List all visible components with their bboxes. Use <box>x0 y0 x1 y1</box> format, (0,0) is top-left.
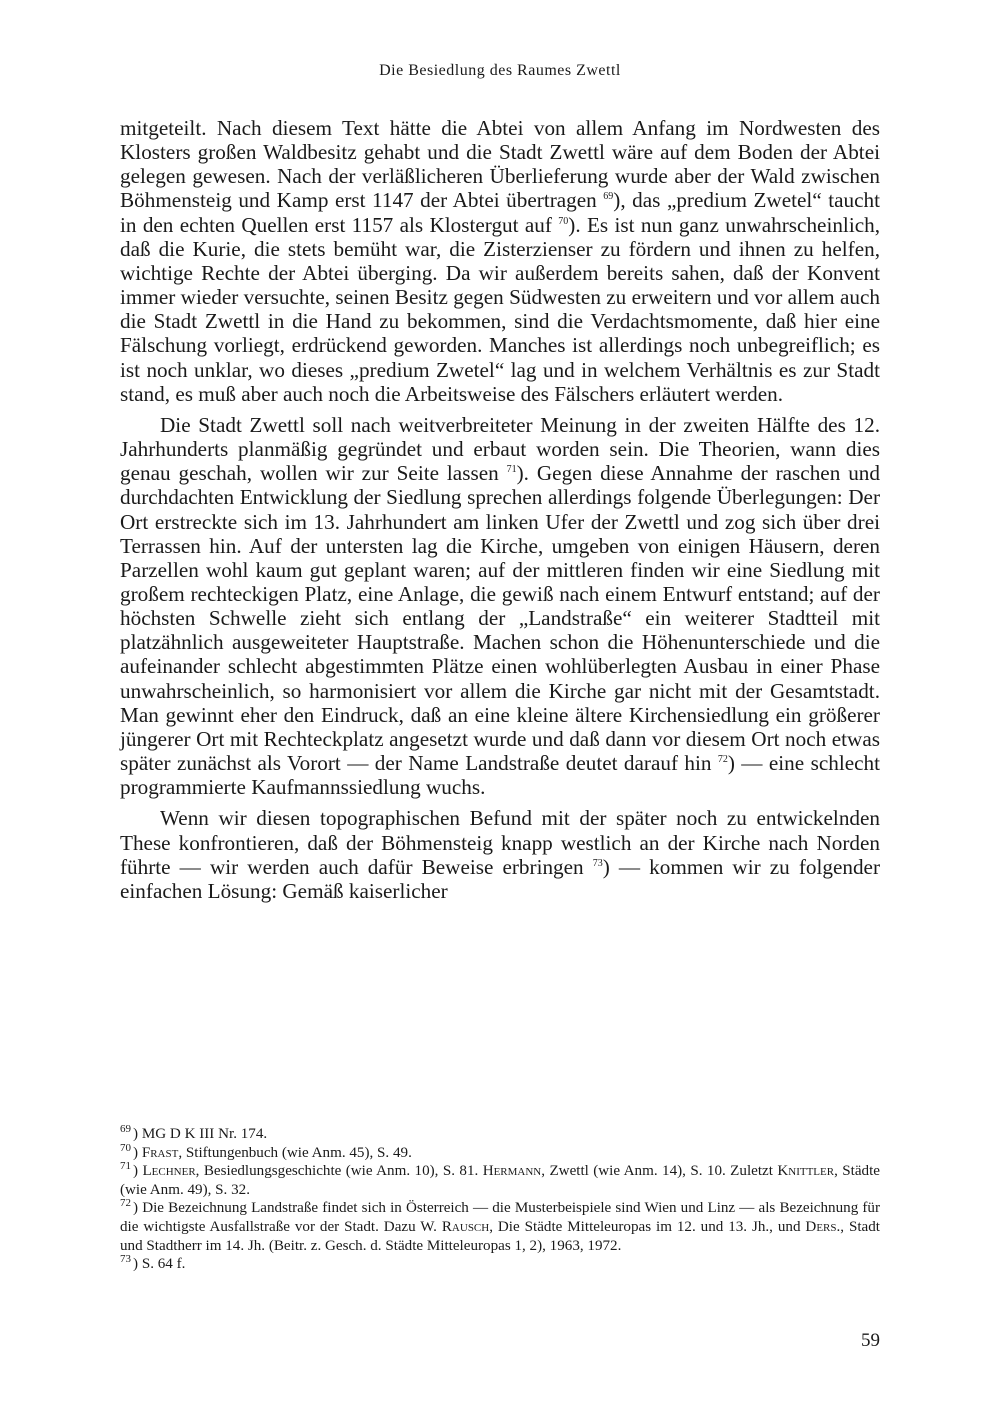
footnote-number-paren: ) <box>133 1163 143 1180</box>
footnote-number: 72 <box>120 1197 131 1210</box>
footnote-number: 69 <box>120 1122 131 1135</box>
footnote <box>120 1162 880 1199</box>
footnotes <box>120 1122 880 1274</box>
paragraph <box>120 806 880 903</box>
footnote-reference[interactable]: 71 <box>506 464 517 476</box>
footnote-number-paren: ) <box>133 1256 142 1273</box>
author-name: Hermann <box>482 1163 542 1180</box>
text-run: ). Gegen diese Annahme der raschen und durchdachten Entwicklung der Siedlung sprechen allerdings folgende Überlegungen: Der Ort erstreckte sich im 13. Jahrhundert am linken Ufer der Zwettl und zog sich über drei Terrassen hin. Auf der untersten lag die Kirche, umgeben von einigen Häusern, deren Parzellen wohl kaum gut geplant waren; auf der mittleren finden wir eine Siedlung mit großem rechteckigen Platz, eine Anlage, die gewiß nach einem Entwurf entstand; auf der höchsten Schwelle zieht sich entlang der „Landstraße“ ein weiterer Stadtteil mit platzähnlich ausgeweiteter Hauptstraße. Machen schon die Höhenunterschiede und die aufeinander schlecht abgestimmten Plätze einen wohlüberlegten Ausbau in einer Phase unwahrscheinlich, so harmonisiert vor allem die Kirche gar nicht mit der Gesamtstadt. Man gewinnt eher den Eindruck, daß an eine kleine ältere Kirchensiedlung ein größerer jüngerer Ort mit Rechteckplatz angesetzt wurde und daß dann vor diesem Ort noch etwas später zunächst als Vorort — der Name Landstraße deutet darauf hin <box>120 461 880 776</box>
text-run: S. 64 f. <box>141 1256 186 1273</box>
running-head: Die Besiedlung des Raumes Zwettl <box>379 62 621 79</box>
text-run: , Besiedlungsgeschichte (wie Anm. 10), S. 81. <box>195 1163 483 1180</box>
author-name: Frast <box>141 1144 179 1161</box>
paragraph <box>120 413 880 800</box>
page-number: 59 <box>861 1330 880 1351</box>
body-text <box>120 116 880 903</box>
footnote <box>120 1141 880 1163</box>
footnote-number: 71 <box>120 1160 131 1173</box>
text-run: , Städte (wie Anm. 49), S. 32. <box>120 1163 880 1198</box>
author-name: Lechner <box>142 1163 196 1180</box>
text-run: ). Es ist nun ganz unwahrscheinlich, daß die Kurie, die stets bemüht war, die Zisterzienser zu fördern und ihnen zu helfen, wichtige Rechte der Abtei überging. Da wir außerdem bereits sahen, daß der Konvent immer wieder versuchte, seinen Besitz gegen Südwesten zu erweitern und vor allem auch die Stadt Zwettl in die Hand zu bekommen, sind die Verdachtsmomente, daß hier eine Fälschung vorliegt, erdrückend geworden. Manches ist allerdings noch unbegreiflich; es ist noch unklar, wo dieses „predium Zwetel“ lag und in welchem Verhältnis es zur Stadt stand, es muß aber auch noch die Arbeitsweise des Fälschers erläutert werden. <box>120 212 881 406</box>
footnote <box>120 1199 880 1255</box>
text-run: , Stadt und Stadtherr im 14. Jh. (Beitr. z. Gesch. d. Städte Mitteleuropas 1, 2), 1963, 1972. <box>120 1218 880 1254</box>
paragraph <box>120 116 880 406</box>
text-run: Wenn wir diesen topographischen Befund mit der später noch zu entwickelnden These konfrontieren, daß der Böhmensteig knapp westlich an der Kirche nach Norden führte — wir werden auch dafür Beweise erbringen <box>120 806 880 879</box>
footnote-number: 73 <box>120 1253 131 1266</box>
text-run: ) — kommen wir zu folgender einfachen Lösung: Gemäß kaiserlicher <box>120 854 881 903</box>
text-run: mitgeteilt. Nach diesem Text hätte die Abtei von allem Anfang im Nordwesten des Klosters großen Waldbesitz gehabt und die Stadt Zwettl wäre auf dem Boden der Abtei gelegen gewesen. Nach der verläßlicheren Überlieferung wurde aber der Wald zwischen Böhmensteig und Kamp erst 1147 der Abtei übertragen <box>120 116 880 213</box>
text-run: , Stiftungenbuch (wie Anm. 45), S. 49. <box>178 1144 412 1161</box>
footnote-reference[interactable]: 72 <box>717 754 728 765</box>
text-run: Die Bezeichnung Landstraße findet sich in Österreich — die Musterbeispiele sind Wien und Linz — als Bezeichnung für die wichtigste Ausfallstraße vor der Stadt. Dazu W. <box>120 1200 880 1235</box>
footnote-number: 70 <box>120 1141 131 1154</box>
text-run: ), das „predium Zwetel“ taucht in den echten Quellen erst 1157 als Klostergut auf <box>120 188 880 237</box>
footnote-reference[interactable]: 73 <box>592 857 603 869</box>
footnote <box>120 1122 880 1144</box>
footnote-number-paren: ) <box>133 1126 142 1142</box>
text-run: MG D K III Nr. 174. <box>141 1126 268 1142</box>
footnote-number-paren: ) <box>133 1200 143 1217</box>
author-name: Rausch <box>441 1218 490 1235</box>
footnote-reference[interactable]: 69 <box>603 191 614 203</box>
text-run: , Die Städte Mitteleuropas im 12. und 13. Jh., und <box>489 1218 806 1235</box>
footnote-number-paren: ) <box>133 1144 142 1161</box>
text-run: ) — eine schlecht programmierte Kaufmannssiedlung wuchs. <box>120 751 880 800</box>
book-page <box>120 62 880 1382</box>
text-run: Die Stadt Zwettl soll nach weitverbreiteter Meinung in der zweiten Hälfte des 12. Jahrhunderts planmäßig gegründet und erbaut worden sein. Die Theorien, wann dies genau geschah, wollen wir zur Seite lassen <box>120 412 880 486</box>
footnote <box>120 1255 880 1274</box>
text-run: , Zwettl (wie Anm. 14), S. 10. Zuletzt <box>541 1163 778 1180</box>
author-name: Ders. <box>805 1218 841 1235</box>
footnote-reference[interactable]: 70 <box>558 215 569 227</box>
author-name: Knittler <box>777 1163 835 1180</box>
